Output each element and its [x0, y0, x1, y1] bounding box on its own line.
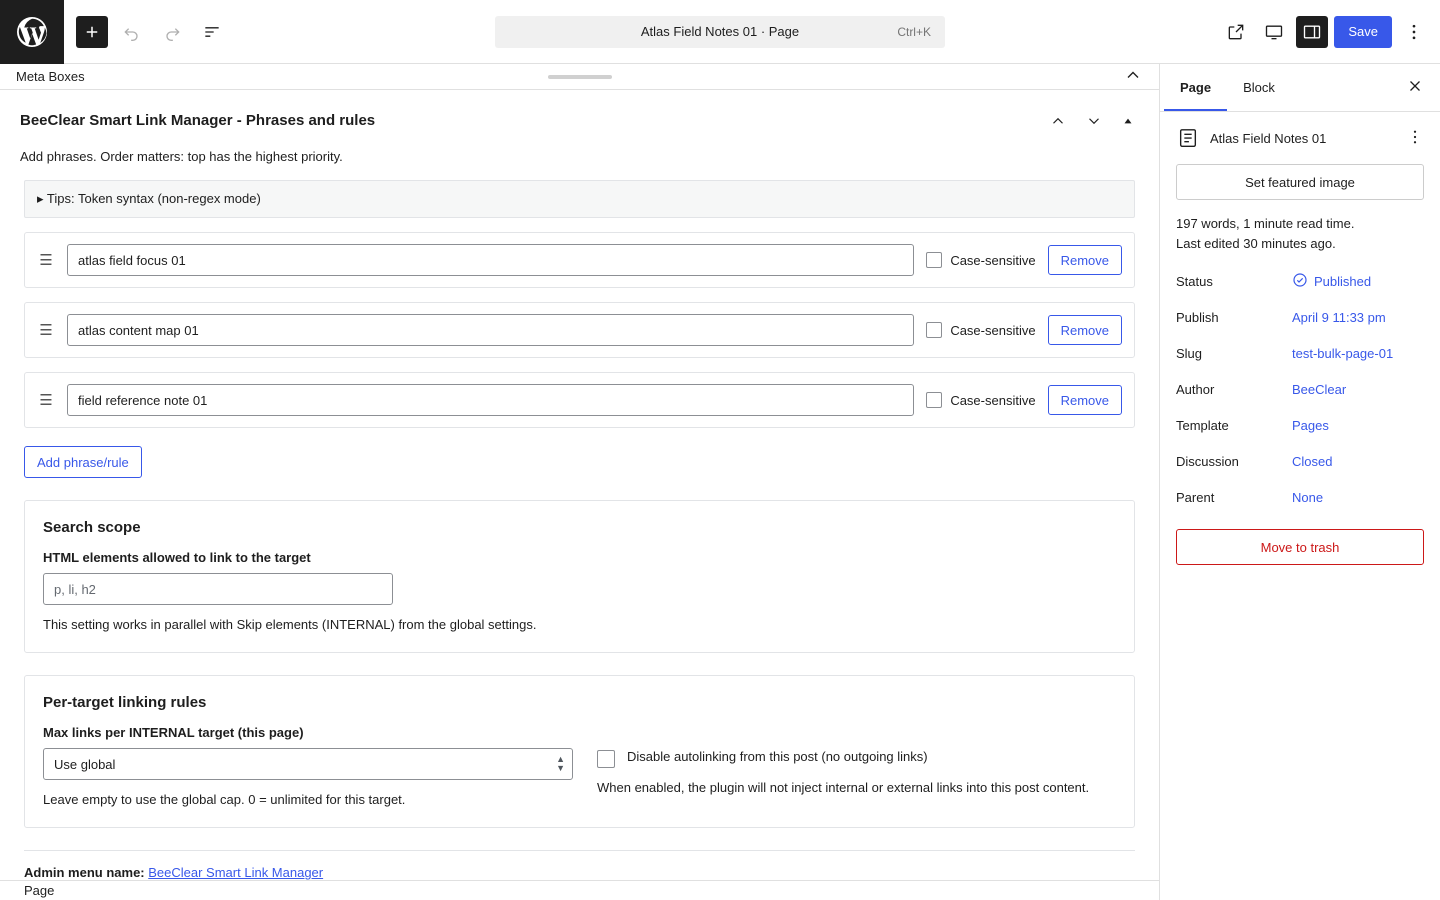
drag-grip-icon[interactable]: ☰: [39, 392, 53, 410]
case-sensitive-checkbox[interactable]: [926, 392, 942, 408]
disable-autolink-field: [597, 725, 1116, 807]
add-block-button[interactable]: [76, 16, 108, 48]
document-meta: [1176, 214, 1424, 253]
drag-grip-icon[interactable]: ☰: [39, 252, 53, 270]
field-author-value[interactable]: BeeClear: [1292, 381, 1347, 397]
case-sensitive-field: [926, 392, 1035, 408]
move-to-trash-button[interactable]: Move to trash: [1176, 529, 1424, 565]
published-check-icon: [1292, 272, 1308, 291]
remove-phrase-button[interactable]: Remove: [1048, 385, 1122, 415]
allowed-elements-input[interactable]: [43, 573, 393, 605]
disable-autolink-label: Disable autolinking from this post (no outgoing links): [627, 749, 928, 765]
redo-icon[interactable]: [156, 16, 188, 48]
document-summary-row: [1176, 126, 1424, 150]
chevron-up-icon[interactable]: [1123, 65, 1143, 88]
disable-autolink-checkbox[interactable]: [597, 750, 615, 768]
top-bar-right-tools: [1220, 16, 1440, 48]
undo-icon[interactable]: [116, 16, 148, 48]
command-center-shortcut: Ctrl+K: [897, 24, 931, 39]
phrase-input[interactable]: [67, 314, 914, 346]
chevron-down-icon[interactable]: [1085, 112, 1103, 133]
ellipsis-vertical-icon[interactable]: [1406, 128, 1424, 149]
field-discussion-label: Discussion: [1176, 453, 1239, 469]
drag-grip-icon[interactable]: ☰: [39, 322, 53, 340]
allowed-elements-label: HTML elements allowed to link to the target: [43, 550, 311, 566]
max-links-input[interactable]: [43, 748, 573, 780]
field-status-value[interactable]: [1292, 272, 1371, 291]
tab-block[interactable]: Block: [1243, 80, 1275, 95]
admin-menu-row: [24, 850, 1135, 880]
external-link-icon[interactable]: [1220, 16, 1252, 48]
case-sensitive-field: [926, 252, 1035, 268]
status-text: Published: [1314, 273, 1372, 289]
sidebar-body: [1160, 112, 1440, 565]
field-parent-value[interactable]: None: [1292, 489, 1324, 505]
search-scope-help: This setting works in parallel with Skip elements (INTERNAL) from the global settings.: [43, 617, 537, 633]
case-sensitive-label: Case-sensitive: [950, 322, 1036, 338]
max-links-label: Max links per INTERNAL target (this page): [43, 725, 304, 741]
meta-boxes-header[interactable]: [0, 64, 1159, 90]
word-count: 197 words, 1 minute read time.: [1176, 216, 1355, 231]
wordpress-logo-icon[interactable]: [0, 0, 64, 64]
chevron-up-icon[interactable]: [1049, 112, 1067, 133]
field-slug: [1176, 335, 1424, 371]
tab-page[interactable]: Page: [1164, 64, 1227, 111]
top-bar-left-tools: [64, 16, 228, 48]
field-template-label: Template: [1176, 417, 1229, 433]
admin-menu-label: Admin menu name:: [24, 865, 145, 881]
stepper-icon[interactable]: ▲ ▼: [556, 754, 565, 774]
field-parent-label: Parent: [1176, 489, 1215, 505]
editor-top-bar: [0, 0, 1440, 64]
close-icon[interactable]: [1406, 77, 1432, 98]
field-template-value[interactable]: Pages: [1292, 417, 1329, 433]
page-document-icon: [1176, 126, 1200, 150]
field-discussion-value[interactable]: Closed: [1292, 453, 1333, 469]
remove-phrase-button[interactable]: Remove: [1048, 315, 1122, 345]
plugin-panel-header: [0, 90, 1159, 133]
per-target-rules-card: [24, 675, 1135, 828]
desktop-preview-icon[interactable]: [1258, 16, 1290, 48]
disable-autolink-note: When enabled, the plugin will not inject internal or external links into this post content.: [597, 780, 1090, 796]
field-status: [1176, 263, 1424, 299]
command-center-title: Atlas Field Notes 01 · Page: [640, 24, 800, 39]
set-featured-image-button[interactable]: Set featured image: [1176, 164, 1424, 200]
settings-sidebar: [1160, 64, 1440, 900]
case-sensitive-label: Case-sensitive: [950, 252, 1036, 268]
search-scope-card: [24, 500, 1135, 653]
panel-description: Add phrases. Order matters: top has the highest priority.: [20, 149, 343, 165]
field-template: [1176, 407, 1424, 443]
max-links-help: Leave empty to use the global cap. 0 = unlimited for this target.: [43, 792, 406, 808]
caret-up-icon[interactable]: [1121, 114, 1135, 131]
meta-box-area: [0, 64, 1160, 900]
plugin-panel-actions: [1049, 112, 1135, 133]
list-view-icon[interactable]: [196, 16, 228, 48]
plugin-panel-title: BeeClear Smart Link Manager - Phrases and rules: [20, 112, 376, 130]
phrase-input[interactable]: [67, 384, 914, 416]
field-parent: [1176, 479, 1424, 515]
case-sensitive-field: [926, 322, 1035, 338]
field-publish-value[interactable]: April 9 11:33 pm: [1292, 309, 1386, 325]
field-publish-label: Publish: [1176, 309, 1219, 325]
field-status-label: Status: [1176, 273, 1213, 289]
drag-handle[interactable]: [548, 75, 612, 79]
field-slug-label: Slug: [1176, 345, 1203, 361]
admin-menu-link[interactable]: BeeClear Smart Link Manager: [148, 865, 324, 881]
phrase-rule-row: [24, 302, 1135, 358]
field-author: [1176, 371, 1424, 407]
editor-body: [0, 64, 1440, 900]
max-links-field: [43, 725, 573, 807]
editor-status-bar: [0, 880, 1159, 900]
field-discussion: [1176, 443, 1424, 479]
search-scope-title: Search scope: [43, 519, 141, 537]
case-sensitive-checkbox[interactable]: [926, 322, 942, 338]
status-bar-label: Page: [24, 883, 55, 899]
remove-phrase-button[interactable]: Remove: [1048, 245, 1122, 275]
sidebar-tabs: [1160, 64, 1440, 112]
phrase-input[interactable]: [67, 244, 914, 276]
phrase-rule-row: [24, 372, 1135, 428]
field-author-label: Author: [1176, 381, 1215, 397]
meta-box-scroll-area: [0, 90, 1159, 880]
phrase-rule-row: [24, 232, 1135, 288]
per-target-title: Per-target linking rules: [43, 694, 207, 712]
document-title: Atlas Field Notes 01: [1210, 130, 1327, 146]
tips-disclosure[interactable]: ▸ Tips: Token syntax (non-regex mode): [24, 180, 1135, 218]
field-publish: [1176, 299, 1424, 335]
field-slug-value[interactable]: test-bulk-page-01: [1292, 345, 1394, 361]
case-sensitive-label: Case-sensitive: [950, 392, 1036, 408]
save-button[interactable]: Save: [1334, 16, 1392, 48]
add-phrase-rule-button[interactable]: Add phrase/rule: [24, 446, 142, 478]
case-sensitive-checkbox[interactable]: [926, 252, 942, 268]
sidebar-toggle-icon[interactable]: [1296, 16, 1328, 48]
command-center-button[interactable]: [495, 16, 945, 48]
last-edited: Last edited 30 minutes ago.: [1176, 235, 1336, 251]
ellipsis-vertical-icon[interactable]: [1398, 16, 1430, 48]
meta-boxes-label: Meta Boxes: [16, 69, 85, 85]
